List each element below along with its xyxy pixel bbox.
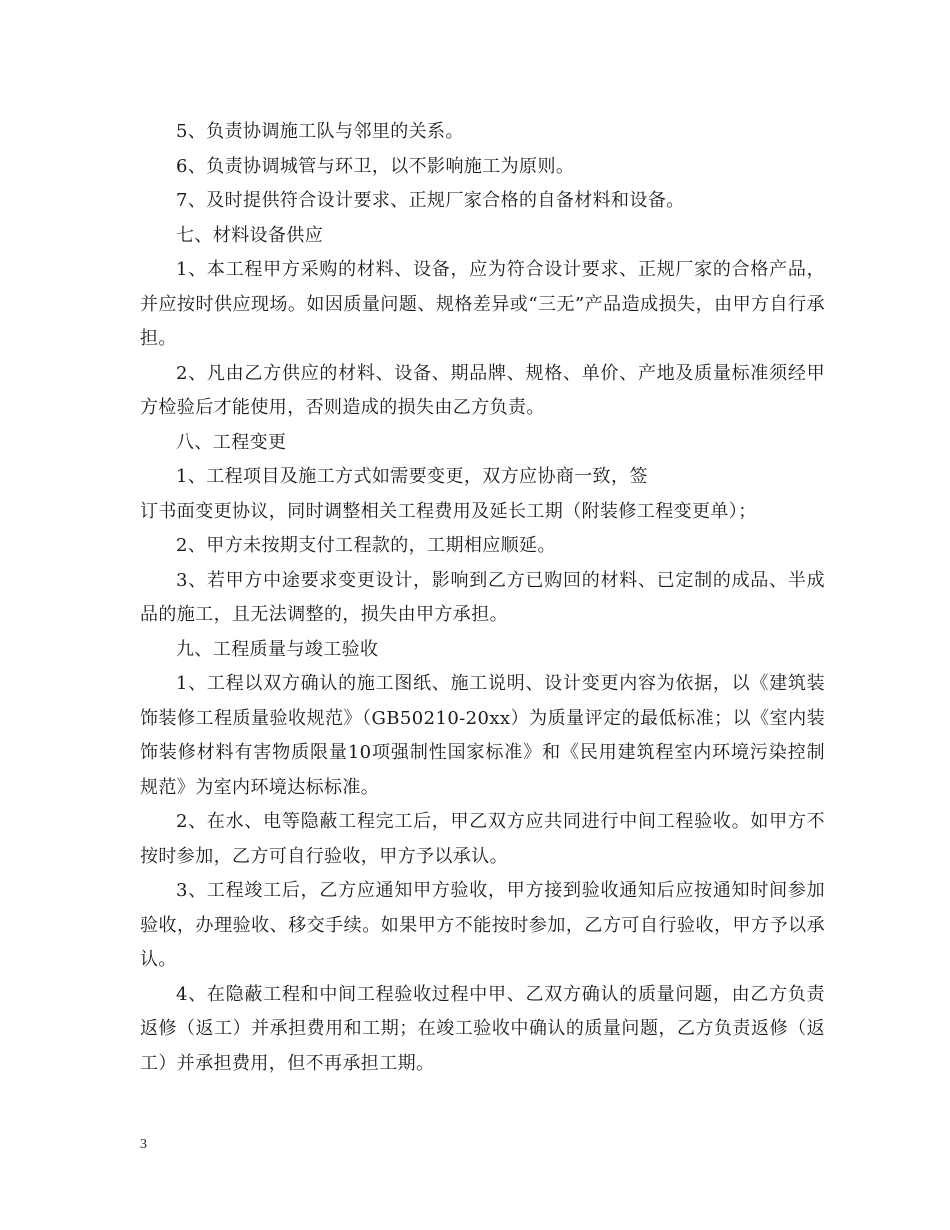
section-heading: 八、工程变更 xyxy=(176,431,287,453)
section-heading: 七、材料设备供应 xyxy=(176,224,324,246)
paragraph: 4、在隐蔽工程和中间工程验收过程中甲、乙双方确认的质量问题，由乙方负责返修（返工）并承担费用和工期；在竣工验收中确认的质量问题，乙方负责返修（返工）并承担费用，但不再承担工期。 xyxy=(140,983,825,1074)
paragraph: 7、及时提供符合设计要求、正规厂家合格的自备材料和设备。 xyxy=(176,190,685,211)
paragraph: 1、工程项目及施工方式如需要变更，双方应协商一致，签 xyxy=(176,466,648,487)
paragraph: 6、负责协调城管与环卫，以不影响施工为原则。 xyxy=(176,155,575,177)
paragraph: 2、甲方未按期支付工程款的，工期相应顺延。 xyxy=(176,535,556,556)
paragraph: 3、工程竣工后，乙方应通知甲方验收，甲方接到验收通知后应按通知时间参加验收，办理验收、移交手续。如果甲方不能按时参加，乙方可自行验收，甲方予以承认。 xyxy=(140,880,825,970)
paragraph: 5、负责协调施工队与邻里的关系。 xyxy=(176,121,464,142)
paragraph: 订书面变更协议，同时调整相关工程费用及延长工期（附装修工程变更单）； xyxy=(140,500,757,522)
paragraph: 3、若甲方中途要求变更设计，影响到乙方已购回的材料、已定制的成品、半成品的施工，且无法调整的，损失由甲方承担。 xyxy=(140,569,825,625)
paragraph: 2、在水、电等隐蔽工程完工后，甲乙双方应共同进行中间工程验收。如甲方不按时参加，乙方可自行验收，甲方予以承认。 xyxy=(140,811,825,867)
paragraph: 1、本工程甲方采购的材料、设备，应为符合设计要求、正规厂家的合格产品，并应按时供应现场。如因质量问题、规格差异或“三无”产品造成损失，由甲方自行承担。 xyxy=(140,259,825,349)
page-number: 3 xyxy=(140,1137,147,1152)
section-heading: 九、工程质量与竣工验收 xyxy=(176,638,379,660)
paragraph: 2、凡由乙方供应的材料、设备、期品牌、规格、单价、产地及质量标准须经甲方检验后才能使用，否则造成的损失由乙方负责。 xyxy=(140,362,825,418)
document-body xyxy=(140,115,825,1081)
paragraph: 1、工程以双方确认的施工图纸、施工说明、设计变更内容为依据，以《建筑装饰装修工程质量验收规范》（GB50210-20xx）为质量评定的最低标准；以《室内装饰装修材料有害物质限量10项强制性国家标准》和《民用建筑程室内环境污染控制规范》为室内环境达标标准。 xyxy=(140,673,825,798)
